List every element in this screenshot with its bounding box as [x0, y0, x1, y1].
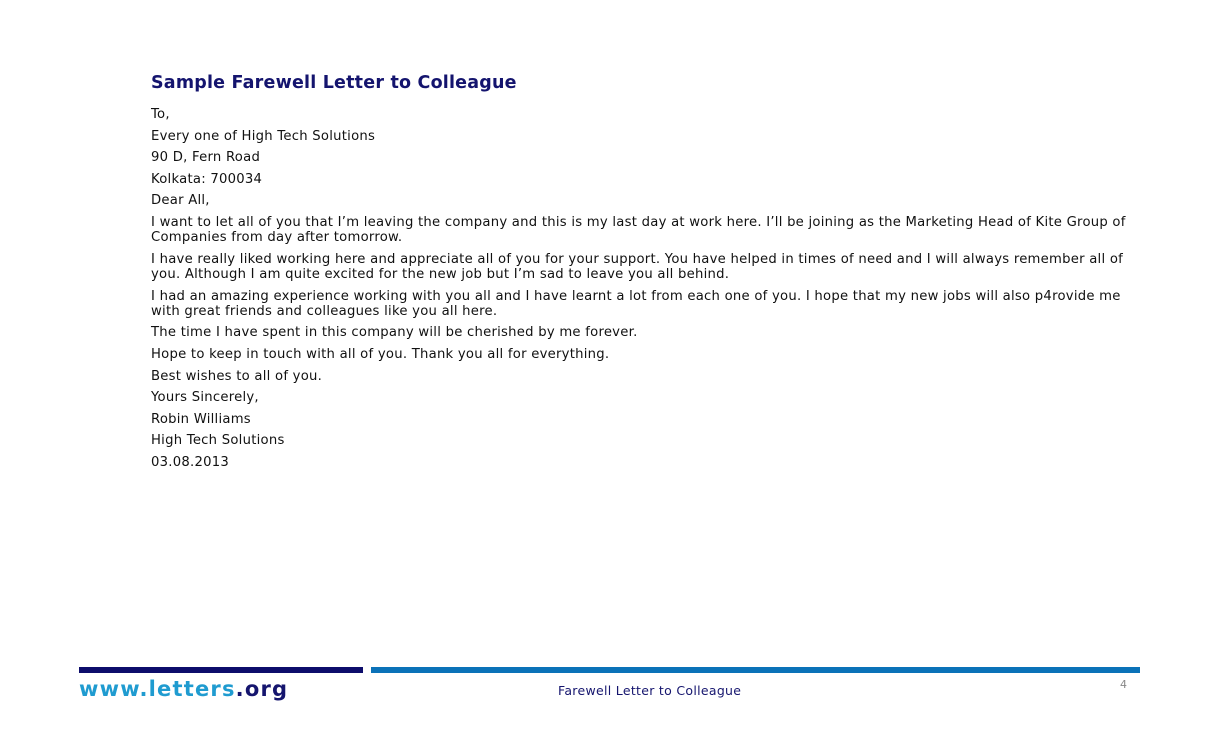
footer-title: Farewell Letter to Colleague	[558, 683, 742, 698]
signature-company: High Tech Solutions	[151, 433, 285, 449]
site-logo	[79, 677, 288, 701]
paragraph: I want to let all of you that I’m leaving the company and this is my last day at work here. I’ll be joining as the Marketing Head of Kite Group of Companies from day after tomorrow.	[151, 214, 1126, 246]
paragraph: Hope to keep in touch with all of you. Thank you all for everything.	[151, 346, 610, 362]
paragraph: Best wishes to all of you.	[151, 368, 323, 384]
recipient: Every one of High Tech Solutions	[151, 128, 376, 144]
paragraph: I had an amazing experience working with you all and I have learnt a lot from each one of you. I hope that my new jobs will also p4rovide me with great friends and colleagues like you all here.	[151, 288, 1121, 319]
letter-date: 03.08.2013	[151, 454, 230, 470]
letter-body	[151, 107, 1136, 477]
paragraph: The time I have spent in this company will be cherished by me forever.	[151, 325, 638, 341]
site-logo-name: www.letters	[79, 677, 236, 701]
signature-name: Robin Williams	[151, 411, 251, 427]
greeting: Dear All,	[151, 193, 210, 209]
footer-divider-dark	[79, 667, 363, 673]
address-street: 90 D, Fern Road	[151, 150, 261, 166]
footer-divider-light	[371, 667, 1140, 673]
site-logo-tld: .org	[235, 677, 289, 701]
page-number: 4	[1120, 678, 1127, 691]
document-title: Sample Farewell Letter to Colleague	[151, 73, 517, 93]
paragraph: I have really liked working here and appreciate all of you for your support. You have helped in times of need and I will always remember all of you. Although I am quite excited for the new job but I’m sad to leave you all behind.	[151, 251, 1124, 282]
address-city: Kolkata: 700034	[151, 171, 263, 187]
salutation-to: To,	[151, 107, 170, 122]
closing: Yours Sincerely,	[151, 390, 259, 406]
